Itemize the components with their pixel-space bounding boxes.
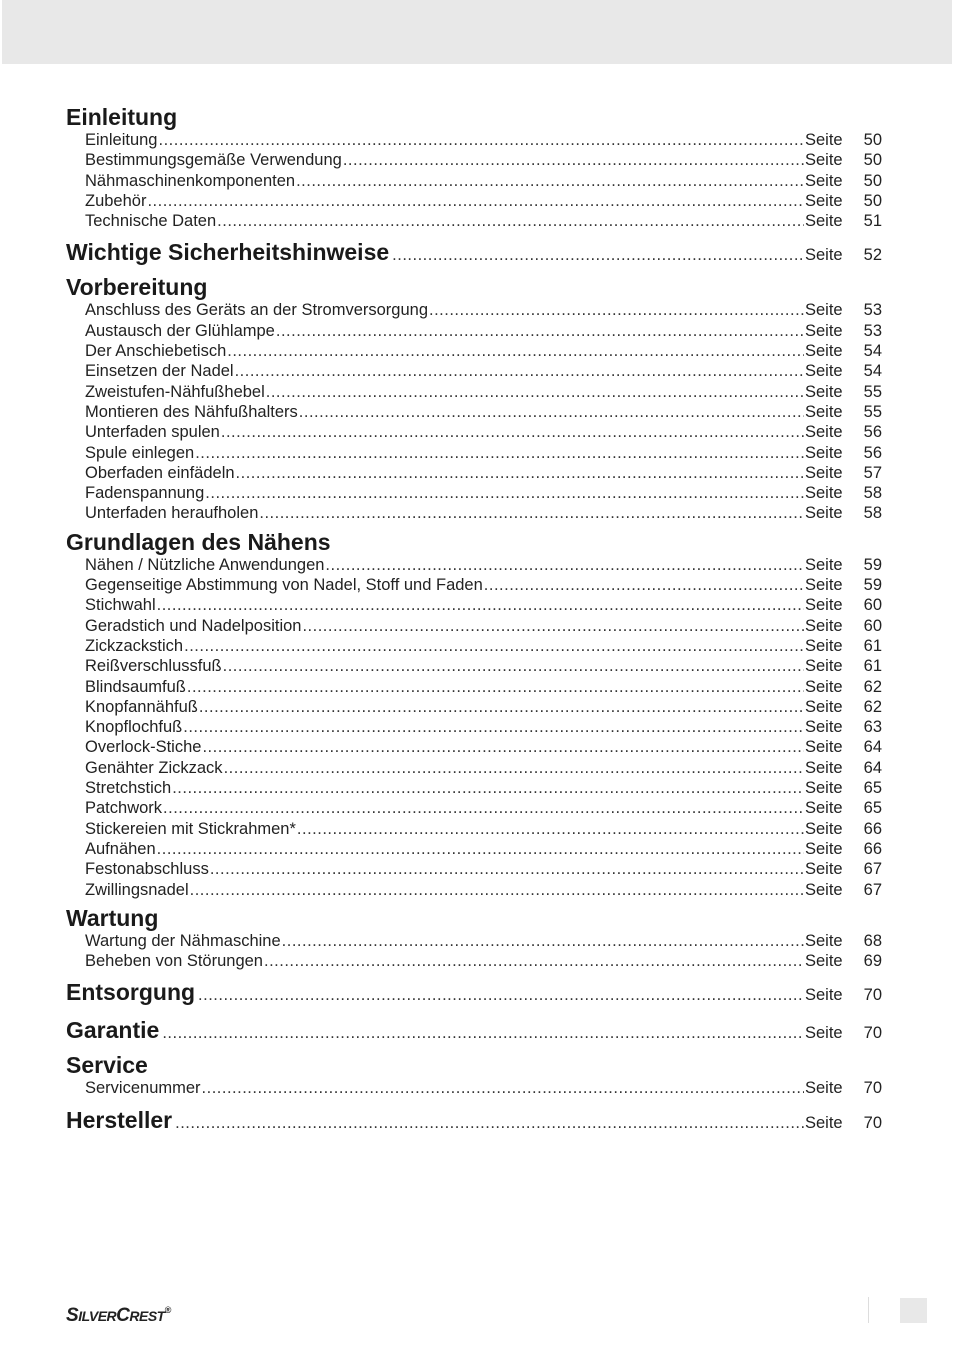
section-title: Grundlagen des Nähens [66, 528, 331, 555]
entry-label: Stretchstich [85, 779, 172, 798]
toc-entry-entsorgung[interactable] [66, 975, 882, 1009]
leader-dots [205, 483, 804, 503]
toc-entry[interactable] [66, 503, 882, 523]
leader-dots [227, 341, 804, 361]
entry-label: Einsetzen der Nadel [85, 362, 234, 381]
page-number: 59 [863, 576, 882, 595]
leader-dots [184, 636, 804, 656]
leader-dots [235, 361, 804, 381]
page-word: Seite [805, 1113, 843, 1132]
entry-label: Der Anschiebetisch [85, 342, 227, 361]
entry-label: Austausch der Glühlampe [85, 321, 275, 340]
entry-label: Unterfaden spulen [85, 423, 220, 442]
page-number: 70 [863, 1079, 882, 1098]
entry-label: Nähmaschinenkomponenten [85, 171, 296, 190]
page-word: Seite [805, 423, 843, 442]
entry-label: Reißverschlussfuß [85, 657, 222, 676]
page-word: Seite [805, 718, 843, 737]
leader-dots [221, 422, 804, 442]
page-divider [868, 1297, 869, 1323]
leader-dots [392, 238, 804, 272]
page-number: 66 [863, 819, 882, 838]
entry-label: Montieren des Nähfußhalters [85, 402, 298, 421]
page-word: Seite [805, 819, 843, 838]
toc-entry[interactable] [66, 443, 882, 463]
leader-dots [259, 503, 804, 523]
table-of-contents [66, 103, 882, 1141]
logo-part: C [116, 1305, 130, 1326]
page-number: 50 [863, 191, 882, 210]
page-number: 58 [863, 484, 882, 503]
page-word: Seite [805, 555, 843, 574]
page-number: 65 [863, 779, 882, 798]
page-word: Seite [805, 697, 843, 716]
page-number: 65 [863, 799, 882, 818]
page-word: Seite [805, 504, 843, 523]
toc-entry[interactable] [66, 171, 882, 191]
entry-label: Overlock-Stiche [85, 738, 202, 757]
entry-label: Nähen / Nützliche Anwendungen [85, 555, 325, 574]
page-word: Seite [805, 986, 843, 1005]
leader-dots [217, 211, 804, 231]
toc-entry[interactable] [66, 483, 882, 503]
section-grundlagen [66, 528, 882, 900]
entry-label: Knopfannähfuß [85, 697, 198, 716]
leader-dots [297, 819, 804, 839]
page-number: 56 [863, 423, 882, 442]
page-word: Seite [805, 212, 843, 231]
page-number: 54 [863, 362, 882, 381]
entry-label: Beheben von Störungen [85, 952, 263, 971]
page-number: 68 [863, 931, 882, 950]
toc-entry[interactable] [66, 595, 882, 615]
page-word: Seite [805, 799, 843, 818]
page-number: 56 [863, 443, 882, 462]
entry-label: Patchwork [85, 799, 163, 818]
page-word: Seite [805, 301, 843, 320]
leader-dots [195, 443, 804, 463]
toc-entry[interactable] [66, 859, 882, 879]
toc-entry[interactable] [66, 778, 882, 798]
page-word: Seite [805, 484, 843, 503]
page-word: Seite [805, 171, 843, 190]
page-corner-marker [900, 1298, 927, 1323]
page-number: 55 [863, 382, 882, 401]
entry-label: Bestimmungsgemäße Verwendung [85, 151, 342, 170]
entry-label: Gegenseitige Abstimmung von Nadel, Stoff und Faden [85, 576, 483, 595]
page-number: 58 [863, 504, 882, 523]
page-number: 64 [863, 758, 882, 777]
header-band [2, 0, 952, 64]
leader-dots [202, 1078, 804, 1098]
page-word: Seite [805, 677, 843, 696]
leader-dots [198, 978, 804, 1012]
page-word: Seite [805, 636, 843, 655]
entry-label: Zubehör [85, 191, 147, 210]
page-number: 59 [863, 555, 882, 574]
leader-dots [147, 191, 804, 211]
leader-dots [282, 931, 804, 951]
page-word: Seite [805, 463, 843, 482]
page-word: Seite [805, 616, 843, 635]
leader-dots [266, 382, 804, 402]
leader-dots [484, 575, 804, 595]
page-word: Seite [805, 758, 843, 777]
leader-dots [224, 758, 804, 778]
toc-entry[interactable] [66, 717, 882, 737]
toc-entry-sicherheitshinweise[interactable] [66, 235, 882, 269]
page-word: Seite [805, 880, 843, 899]
page-number: 67 [863, 860, 882, 879]
page-number: 50 [863, 131, 882, 149]
page-number: 57 [863, 463, 882, 482]
toc-entry[interactable] [66, 798, 882, 818]
page-number: 52 [863, 246, 882, 265]
logo-part: REST [129, 1308, 165, 1324]
section-title: Garantie [66, 1017, 160, 1044]
section-title: Service [66, 1052, 148, 1079]
toc-entry[interactable] [66, 361, 882, 381]
entry-label: Blindsaumfuß [85, 677, 186, 696]
entry-label: Zickzackstich [85, 636, 184, 655]
section-title: Einleitung [66, 104, 178, 130]
leader-dots [302, 616, 804, 636]
entry-label: Wartung der Nähmaschine [85, 931, 281, 950]
section-vorbereitung [66, 273, 882, 523]
toc-entry[interactable] [66, 737, 882, 757]
page-word: Seite [805, 931, 843, 950]
page-word: Seite [805, 151, 843, 170]
toc-entry[interactable] [66, 616, 882, 636]
leader-dots [236, 463, 804, 483]
page-number: 61 [863, 636, 882, 655]
silvercrest-logo [66, 1305, 171, 1327]
page-number: 70 [863, 1024, 882, 1043]
toc-entry[interactable] [66, 758, 882, 778]
page-number: 67 [863, 880, 882, 899]
page-word: Seite [805, 1079, 843, 1098]
section-wartung [66, 904, 882, 972]
page-word: Seite [805, 860, 843, 879]
page-word: Seite [805, 246, 843, 265]
toc-entry[interactable] [66, 819, 882, 839]
toc-entry[interactable] [66, 150, 882, 170]
toc-entry[interactable] [66, 382, 882, 402]
page-word: Seite [805, 321, 843, 340]
leader-dots [223, 656, 804, 676]
leader-dots [296, 171, 804, 191]
toc-entry[interactable] [66, 402, 882, 422]
toc-entry[interactable] [66, 931, 882, 951]
leader-dots [172, 778, 804, 798]
page-word: Seite [805, 952, 843, 971]
toc-entry[interactable] [66, 697, 882, 717]
page-number: 62 [863, 677, 882, 696]
entry-label: Fadenspannung [85, 484, 205, 503]
entry-label: Stickereien mit Stickrahmen* [85, 819, 296, 838]
toc-entry-hersteller[interactable] [66, 1103, 882, 1137]
toc-entry[interactable] [66, 575, 882, 595]
leader-dots [162, 1016, 804, 1050]
leader-dots [158, 130, 804, 150]
toc-entry[interactable] [66, 677, 882, 697]
toc-entry[interactable] [66, 636, 882, 656]
entry-label: Genähter Zickzack [85, 758, 223, 777]
toc-entry[interactable] [66, 839, 882, 859]
leader-dots [175, 1106, 804, 1140]
leader-dots [183, 717, 804, 737]
page-number: 54 [863, 342, 882, 361]
toc-entry[interactable] [66, 191, 882, 211]
entry-label: Zweistufen-Nähfußhebel [85, 382, 265, 401]
page-number: 53 [863, 321, 882, 340]
leader-dots [299, 402, 804, 422]
leader-dots [199, 697, 804, 717]
toc-entry[interactable] [66, 341, 882, 361]
toc-entry[interactable] [66, 321, 882, 341]
leader-dots [210, 859, 804, 879]
entry-label: Stichwahl [85, 596, 156, 615]
page-number: 50 [863, 151, 882, 170]
entry-label: Oberfaden einfädeln [85, 463, 235, 482]
leader-dots [187, 677, 804, 697]
page-number: 69 [863, 952, 882, 971]
logo-part: ILVER [78, 1308, 117, 1324]
section-title: Wartung [66, 904, 159, 931]
entry-label: Unterfaden heraufholen [85, 504, 259, 523]
section-einleitung [66, 103, 882, 231]
entry-label: Zwillingsnadel [85, 880, 189, 899]
page-word: Seite [805, 738, 843, 757]
toc-entry[interactable] [66, 463, 882, 483]
page-word: Seite [805, 1024, 843, 1043]
leader-dots [190, 880, 804, 900]
leader-dots [157, 839, 804, 859]
page-number: 62 [863, 697, 882, 716]
toc-entry[interactable] [66, 951, 882, 971]
page-number: 64 [863, 738, 882, 757]
toc-entry[interactable] [66, 300, 882, 320]
toc-entry[interactable] [66, 656, 882, 676]
leader-dots [264, 951, 804, 971]
page-number: 60 [863, 596, 882, 615]
page-number: 66 [863, 839, 882, 858]
leader-dots [202, 737, 804, 757]
section-service [66, 1051, 882, 1098]
page-word: Seite [805, 402, 843, 421]
page-number: 70 [863, 1113, 882, 1132]
toc-entry[interactable] [66, 880, 882, 900]
page-number: 55 [863, 402, 882, 421]
page-word: Seite [805, 443, 843, 462]
entry-label: Anschluss des Geräts an der Stromversorgung [85, 301, 428, 320]
page-word: Seite [805, 191, 843, 210]
entry-label: Technische Daten [85, 212, 217, 231]
page-word: Seite [805, 362, 843, 381]
toc-entry[interactable] [66, 422, 882, 442]
page-word: Seite [805, 839, 843, 858]
toc-entry[interactable] [66, 130, 882, 150]
page-number: 53 [863, 301, 882, 320]
entry-label: Festonabschluss [85, 860, 209, 879]
toc-entry[interactable] [66, 555, 882, 575]
leader-dots [157, 595, 804, 615]
page-word: Seite [805, 576, 843, 595]
page-word: Seite [805, 131, 843, 149]
section-title: Vorbereitung [66, 274, 208, 301]
leader-dots [343, 150, 804, 170]
entry-label: Spule einlegen [85, 443, 195, 462]
page-number: 51 [863, 212, 882, 231]
page-number: 63 [863, 718, 882, 737]
toc-entry[interactable] [66, 1078, 882, 1098]
entry-label: Knopflochfuß [85, 718, 183, 737]
page-number: 61 [863, 657, 882, 676]
page-word: Seite [805, 596, 843, 615]
entry-label: Aufnähen [85, 839, 156, 858]
toc-entry[interactable] [66, 211, 882, 231]
page-number: 60 [863, 616, 882, 635]
toc-entry-garantie[interactable] [66, 1013, 882, 1047]
leader-dots [163, 798, 804, 818]
entry-label: Geradstich und Nadelposition [85, 616, 302, 635]
entry-label: Servicenummer [85, 1079, 201, 1098]
page-number: 50 [863, 171, 882, 190]
leader-dots [429, 300, 804, 320]
page-word: Seite [805, 342, 843, 361]
leader-dots [276, 321, 804, 341]
section-title: Wichtige Sicherheitshinweise [66, 239, 390, 266]
entry-label: Einleitung [85, 131, 158, 149]
page-word: Seite [805, 657, 843, 676]
section-title: Entsorgung [66, 979, 196, 1006]
section-title: Hersteller [66, 1106, 173, 1133]
leader-dots [325, 555, 804, 575]
page-word: Seite [805, 382, 843, 401]
registered-mark: ® [164, 1305, 171, 1315]
logo-part: S [66, 1305, 79, 1326]
page-word: Seite [805, 779, 843, 798]
page-number: 70 [863, 986, 882, 1005]
